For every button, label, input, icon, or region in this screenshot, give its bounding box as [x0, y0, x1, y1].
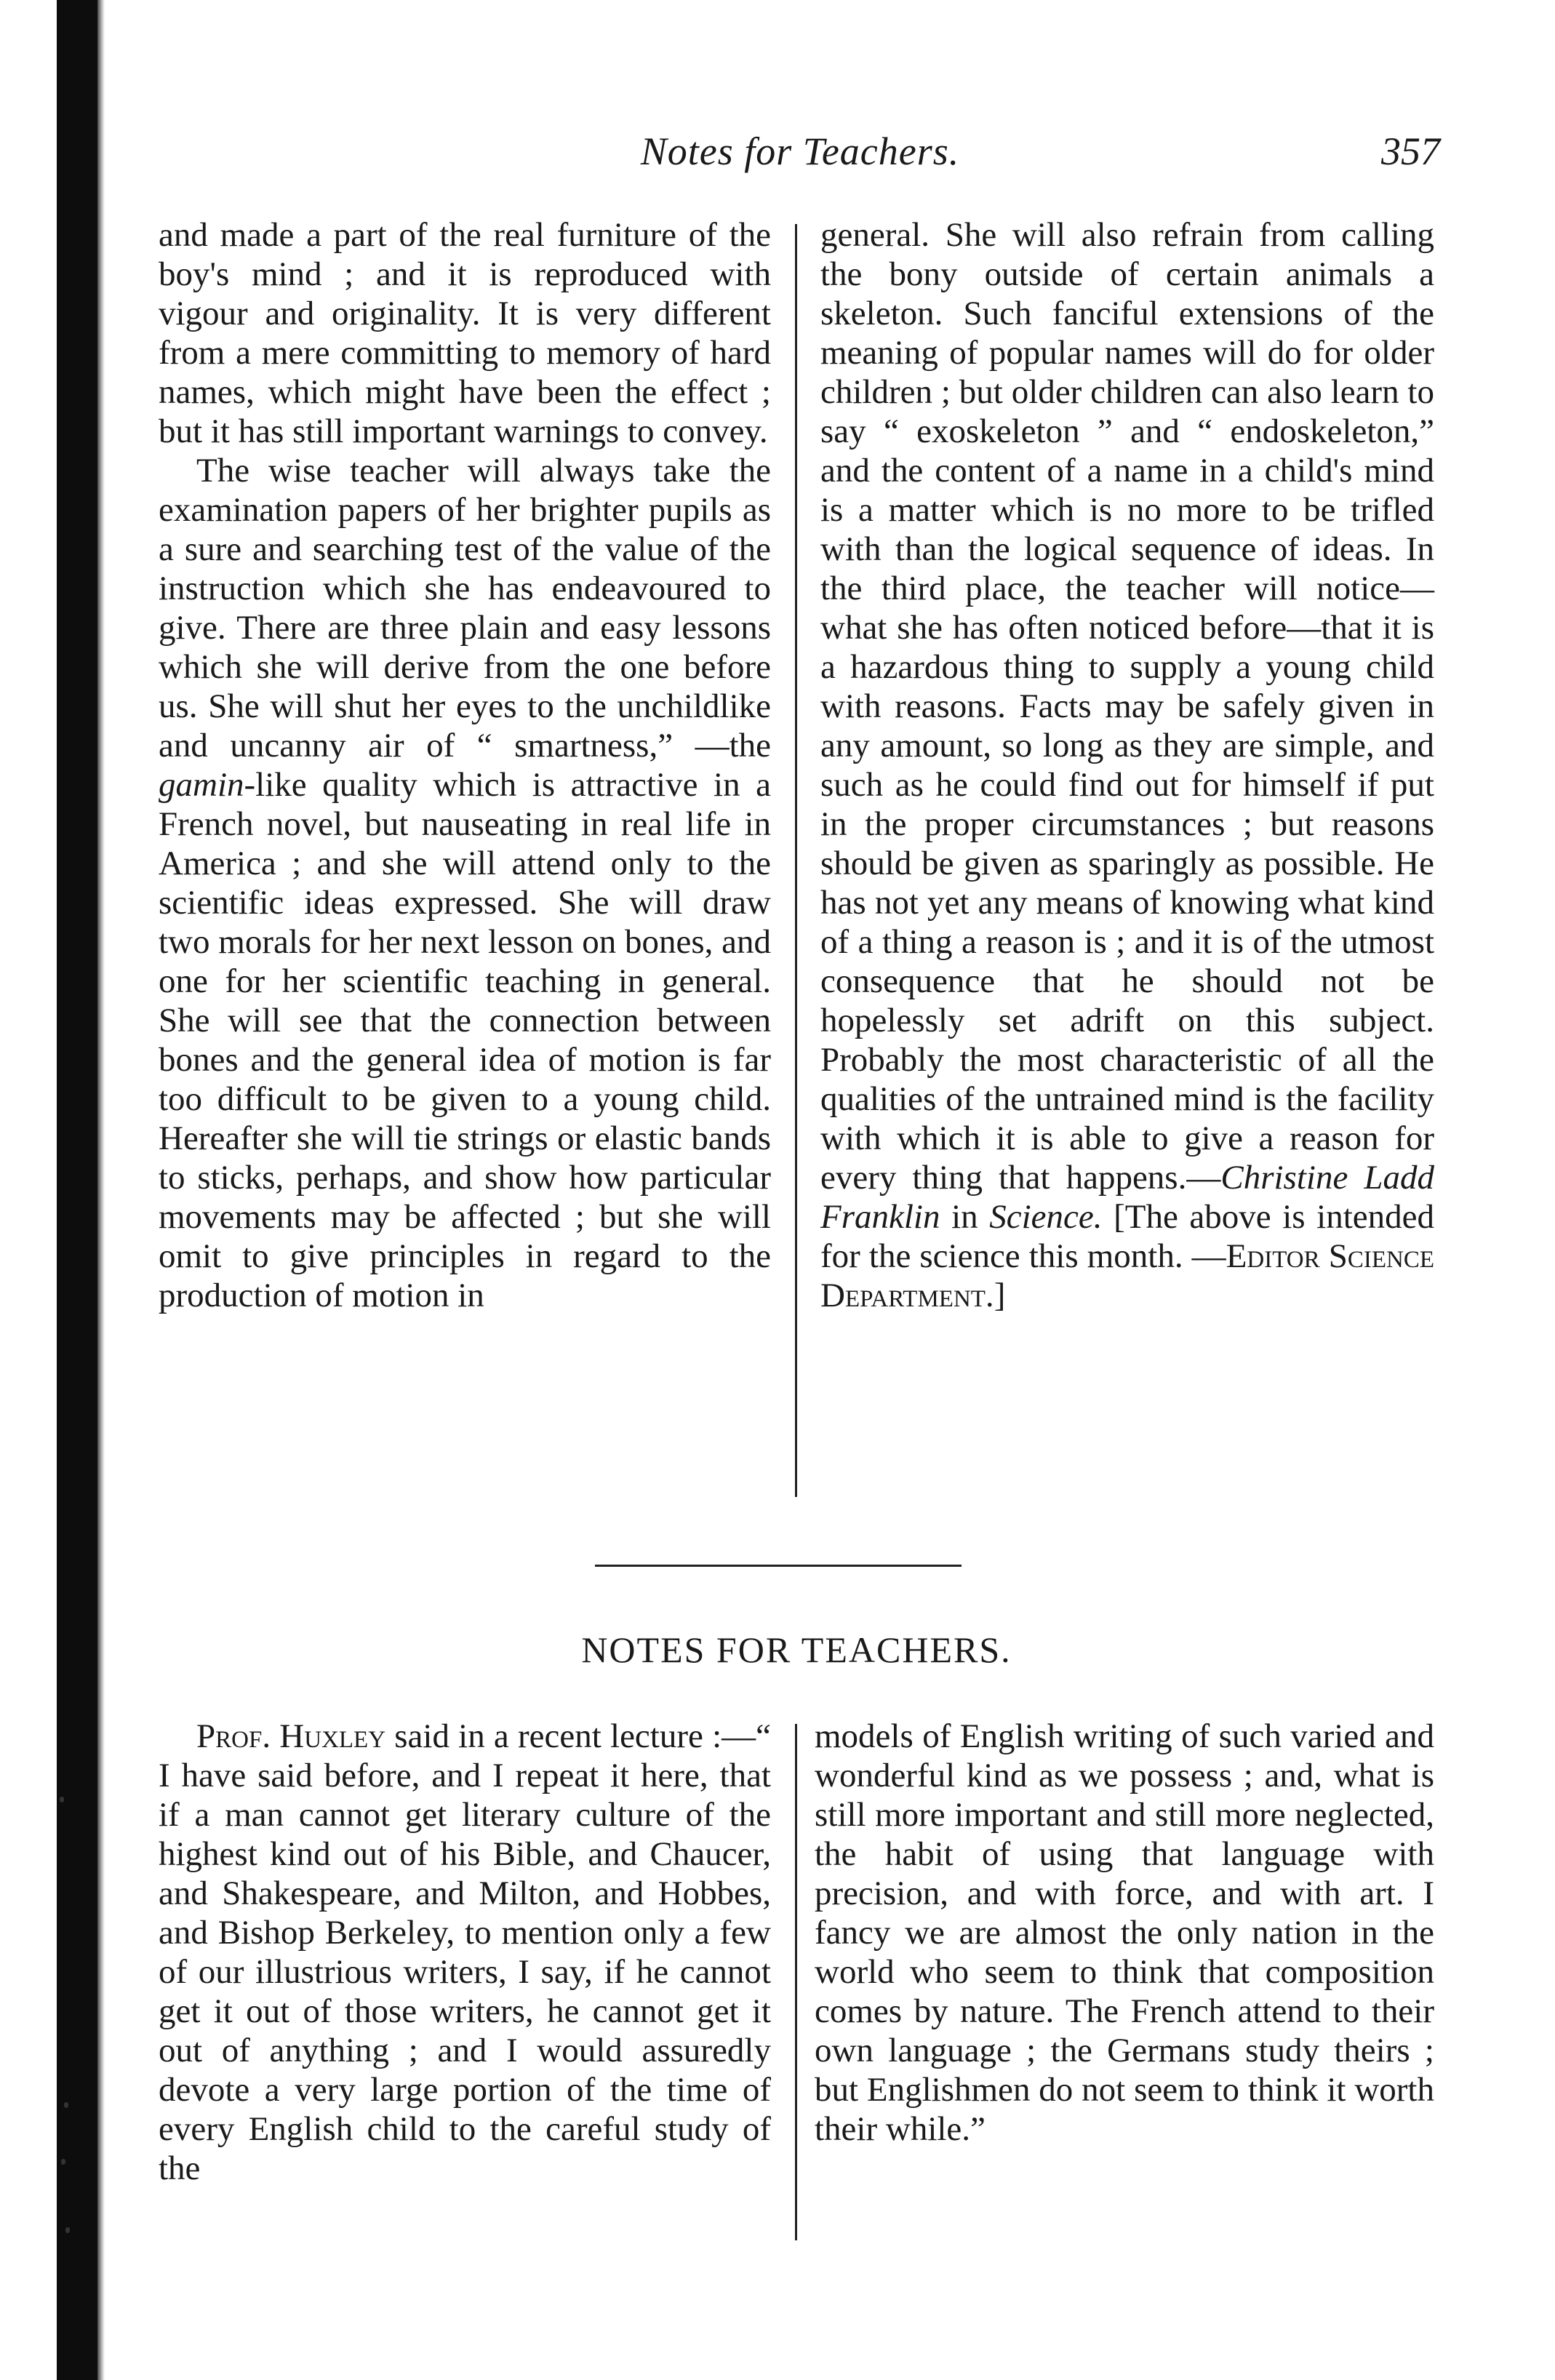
running-head: [160, 122, 1440, 180]
article-one-left-column: [159, 215, 771, 1315]
text-run: The wise teacher will always take the examination papers of her brighter pupils as a sure and searching test of the value of the instruction which she has endeavoured to give. There are three plain and easy lessons which she will derive from the one before us. She will shut her eyes to the unchildlike and uncanny air of “ smartness,” —the: [159, 452, 771, 764]
attribution-author: Christine Ladd Franklin: [820, 1159, 1435, 1236]
editor-note-close: ]: [994, 1277, 1006, 1314]
paragraph: and made a part of the real furniture of the boy's mind ; and it is reproduced with vigour and originality. It is very different from a mere committing to memory of hard names, which might have been the effect ; but it has still important warnings to convey.: [159, 216, 771, 450]
page-speck: [64, 2102, 68, 2108]
binding-shadow: [97, 0, 105, 2380]
article-two-left-column: [159, 1717, 771, 2188]
text-run: general. She will also refrain from calling the bony outside of certain animals a skeleton. Such fanciful extensions of the meaning of popular names will do for older children ; but older children can also learn to say “ exoskeleton ” and “ endoskeleton,” and the content of a name in a child's mind is a matter which is no more to be trifled with than the logical sequence of ideas. In the third place, the teacher will notice—what she has often noticed before—that it is a hazardous thing to supply a young child with reasons. Facts may be safely given in any amount, so long as they are simple, and such as he could find out for himself if put in the proper circumstances ; but reasons should be given as sparingly as possible. He has not yet any means of knowing what kind of a thing a reason is ; and it is of the utmost consequence that he should not be hopelessly set adrift on this subject. Probably the most characteristic of all the qualities of the untrained mind is the facility with which it is able to give a reason for every thing that happens.—: [820, 216, 1434, 1197]
article-two-right-column: [815, 1717, 1434, 2149]
column-rule: [795, 224, 797, 1497]
paragraph: [159, 1717, 771, 2188]
text-run: said in a recent lecture :—“ I have said before, and I repeat it here, that if a man cannot get literary culture of the highest kind out of his Bible, and Chaucer, and Shakespeare, and Milton, and Hobbes, and Bishop Berkeley, to mention only a few of our illustrious writers, I say, if he cannot get it out of those writers, he cannot get it out of anything ; and I would assuredly devote a very large portion of the time of every English child to the careful study of the: [159, 1717, 771, 2187]
editor-note: [The above is intended for the science this month. —: [820, 1198, 1434, 1275]
paragraph: [159, 451, 771, 1315]
paragraph: models of English writing of such varied and wonderful kind as we possess ; and, what is still more important and still more neglected, the habit of using that language with precision, and with force, and with art. I fancy we are almost the only nation in the world who seem to think that composition comes by nature. The French attend to their own language ; the Germans study theirs ; but Englishmen do not seem to think it worth their while.”: [815, 1717, 1434, 2148]
article-one-right-column: [820, 215, 1434, 1315]
lead-name: Prof. Huxley: [196, 1717, 386, 1755]
text-run: in: [940, 1198, 990, 1236]
page-speck: [60, 1797, 64, 1802]
paragraph: [820, 215, 1434, 1315]
book-binding-edge: [57, 0, 97, 2380]
editor-signature: Editor Science Department.: [820, 1237, 1434, 1314]
section-divider: [595, 1565, 962, 1567]
page-speck: [61, 2159, 65, 2165]
page-number: 357: [1381, 129, 1440, 173]
page-speck: [65, 2227, 70, 2233]
text-run: -like quality which is attractive in a French novel, but nauseating in real life in America ; and she will attend only to the scientific ideas expressed. She will draw two morals for her next lesson on bones, and one for her scientific teaching in general. She will see that the connection between bones and the general idea of motion is far too difficult to be given to a young child. Hereafter she will tie strings or elastic bands to sticks, perhaps, and show how particular movements may be affected ; but she will omit to give principles in regard to the production of motion in: [159, 766, 771, 1314]
column-rule: [795, 1724, 797, 2240]
italic-term: gamin: [159, 766, 244, 804]
attribution-source: Science.: [989, 1198, 1103, 1236]
running-title: Notes for Teachers.: [640, 129, 960, 173]
section-heading: NOTES FOR TEACHERS.: [581, 1629, 1012, 1670]
